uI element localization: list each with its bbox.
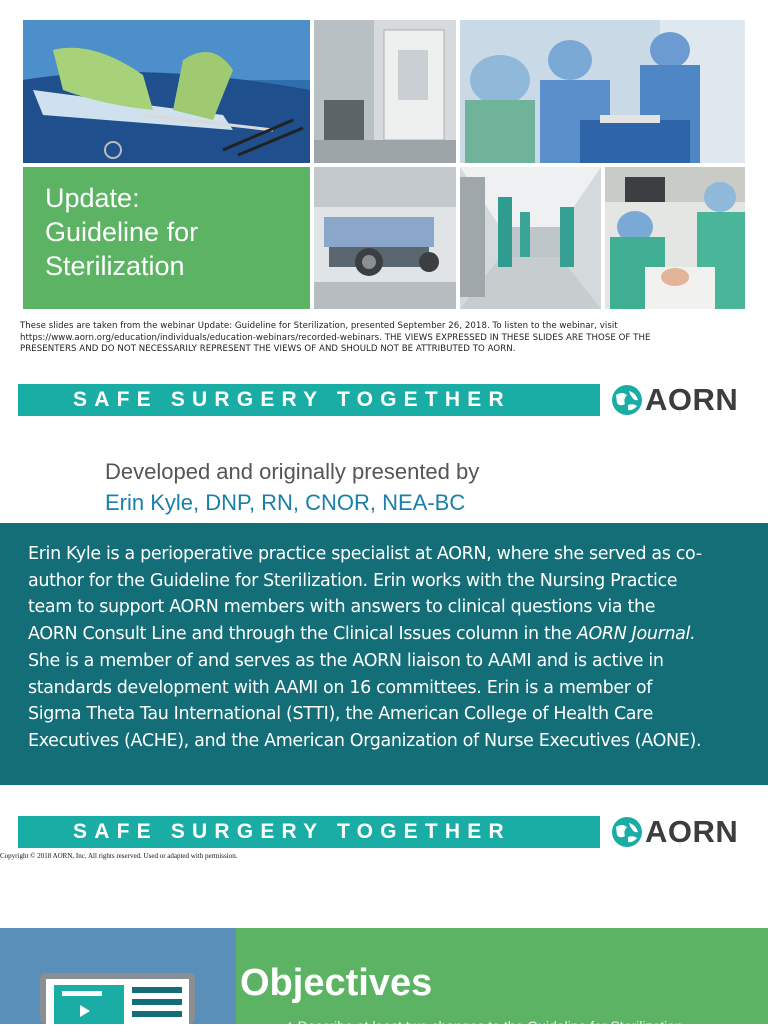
disclaimer-line-1: These slides are taken from the webinar Update: Guideline for Sterilization, presented September 26, 2018. To listen to the webinar, visit (20, 321, 618, 331)
disclaimer-line-3: PRESENTERS AND DO NOT NECESSARILY REPRESENT THE VIEWS OF AND SHOULD NOT BE ATTRIBUTED TO AORN. (20, 344, 516, 355)
title-line-3: Sterilization (45, 251, 185, 281)
aorn-globe-icon (610, 815, 644, 849)
aorn-globe-icon (610, 383, 644, 417)
bio-line: Executives (ACHE), and the American Organization of Nurse Executives (AONE). (28, 730, 702, 751)
title-line-1: Update: (45, 183, 140, 213)
aorn-logo (610, 382, 750, 418)
presenter-name: Erin Kyle, DNP, RN, CNOR, NEA-BC (105, 490, 466, 515)
bio-line: standards development with AAMI on 16 committees. Erin is a member of (28, 677, 653, 698)
objectives-first-item: ✓ Describe at least two changes to the Guideline for Sterilization (282, 1018, 683, 1034)
laptop-video-icon (40, 965, 195, 1024)
disclaimer-line-2: https://www.aorn.org/education/individuals/education-webinars/recorded-webinars. THE VIEWS EXPRESSED IN THESE SLIDES ARE THOSE OF THE (20, 332, 651, 343)
aorn-logo-text: AORN (645, 814, 739, 849)
slide-title-box (23, 167, 310, 309)
disclaimer-text (20, 321, 720, 356)
hospital-corridor-photo (314, 20, 456, 163)
bio-line: Erin Kyle is a perioperative practice specialist at AORN, where she served as co- (28, 544, 702, 564)
nurses-patient-photo (605, 167, 745, 309)
bio-line: team to support AORN members with answers to clinical questions via the (28, 597, 656, 618)
aorn-logo-text: AORN (645, 382, 739, 417)
journal-name: AORN Journal. (576, 624, 696, 645)
operating-room-team-photo (460, 20, 745, 163)
safe-surgery-banner (18, 816, 600, 848)
copyright-notice: Copyright © 2018 AORN, Inc. All rights reserved. Used or adapted with permission. (0, 852, 238, 860)
bio-line: Sigma Theta Tau International (STTI), the American College of Health Care (28, 704, 654, 725)
bio-line: author for the Guideline for Sterilization. Erin works with the Nursing Practice (28, 570, 678, 591)
aorn-logo (610, 814, 750, 850)
title-line-2: Guideline for (45, 217, 199, 247)
hallway-staff-photo (460, 167, 601, 309)
surgical-instruments-photo (23, 20, 310, 163)
bio-panel (0, 523, 768, 785)
bio-line (28, 621, 746, 648)
banner-text: SAFE SURGERY TOGETHER (73, 820, 511, 843)
developed-by-heading: Developed and originally presented by (105, 459, 480, 484)
objectives-title: Objectives (240, 962, 433, 1004)
bio-text (28, 541, 746, 755)
bio-line: She is a member of and serves as the AORN liaison to AAMI and is active in (28, 650, 664, 671)
banner-text: SAFE SURGERY TOGETHER (73, 388, 511, 411)
hospital-bed-photo (314, 167, 456, 309)
bio-line-text: AORN Consult Line and through the Clinical Issues column in the (28, 624, 577, 645)
safe-surgery-banner (18, 384, 600, 416)
